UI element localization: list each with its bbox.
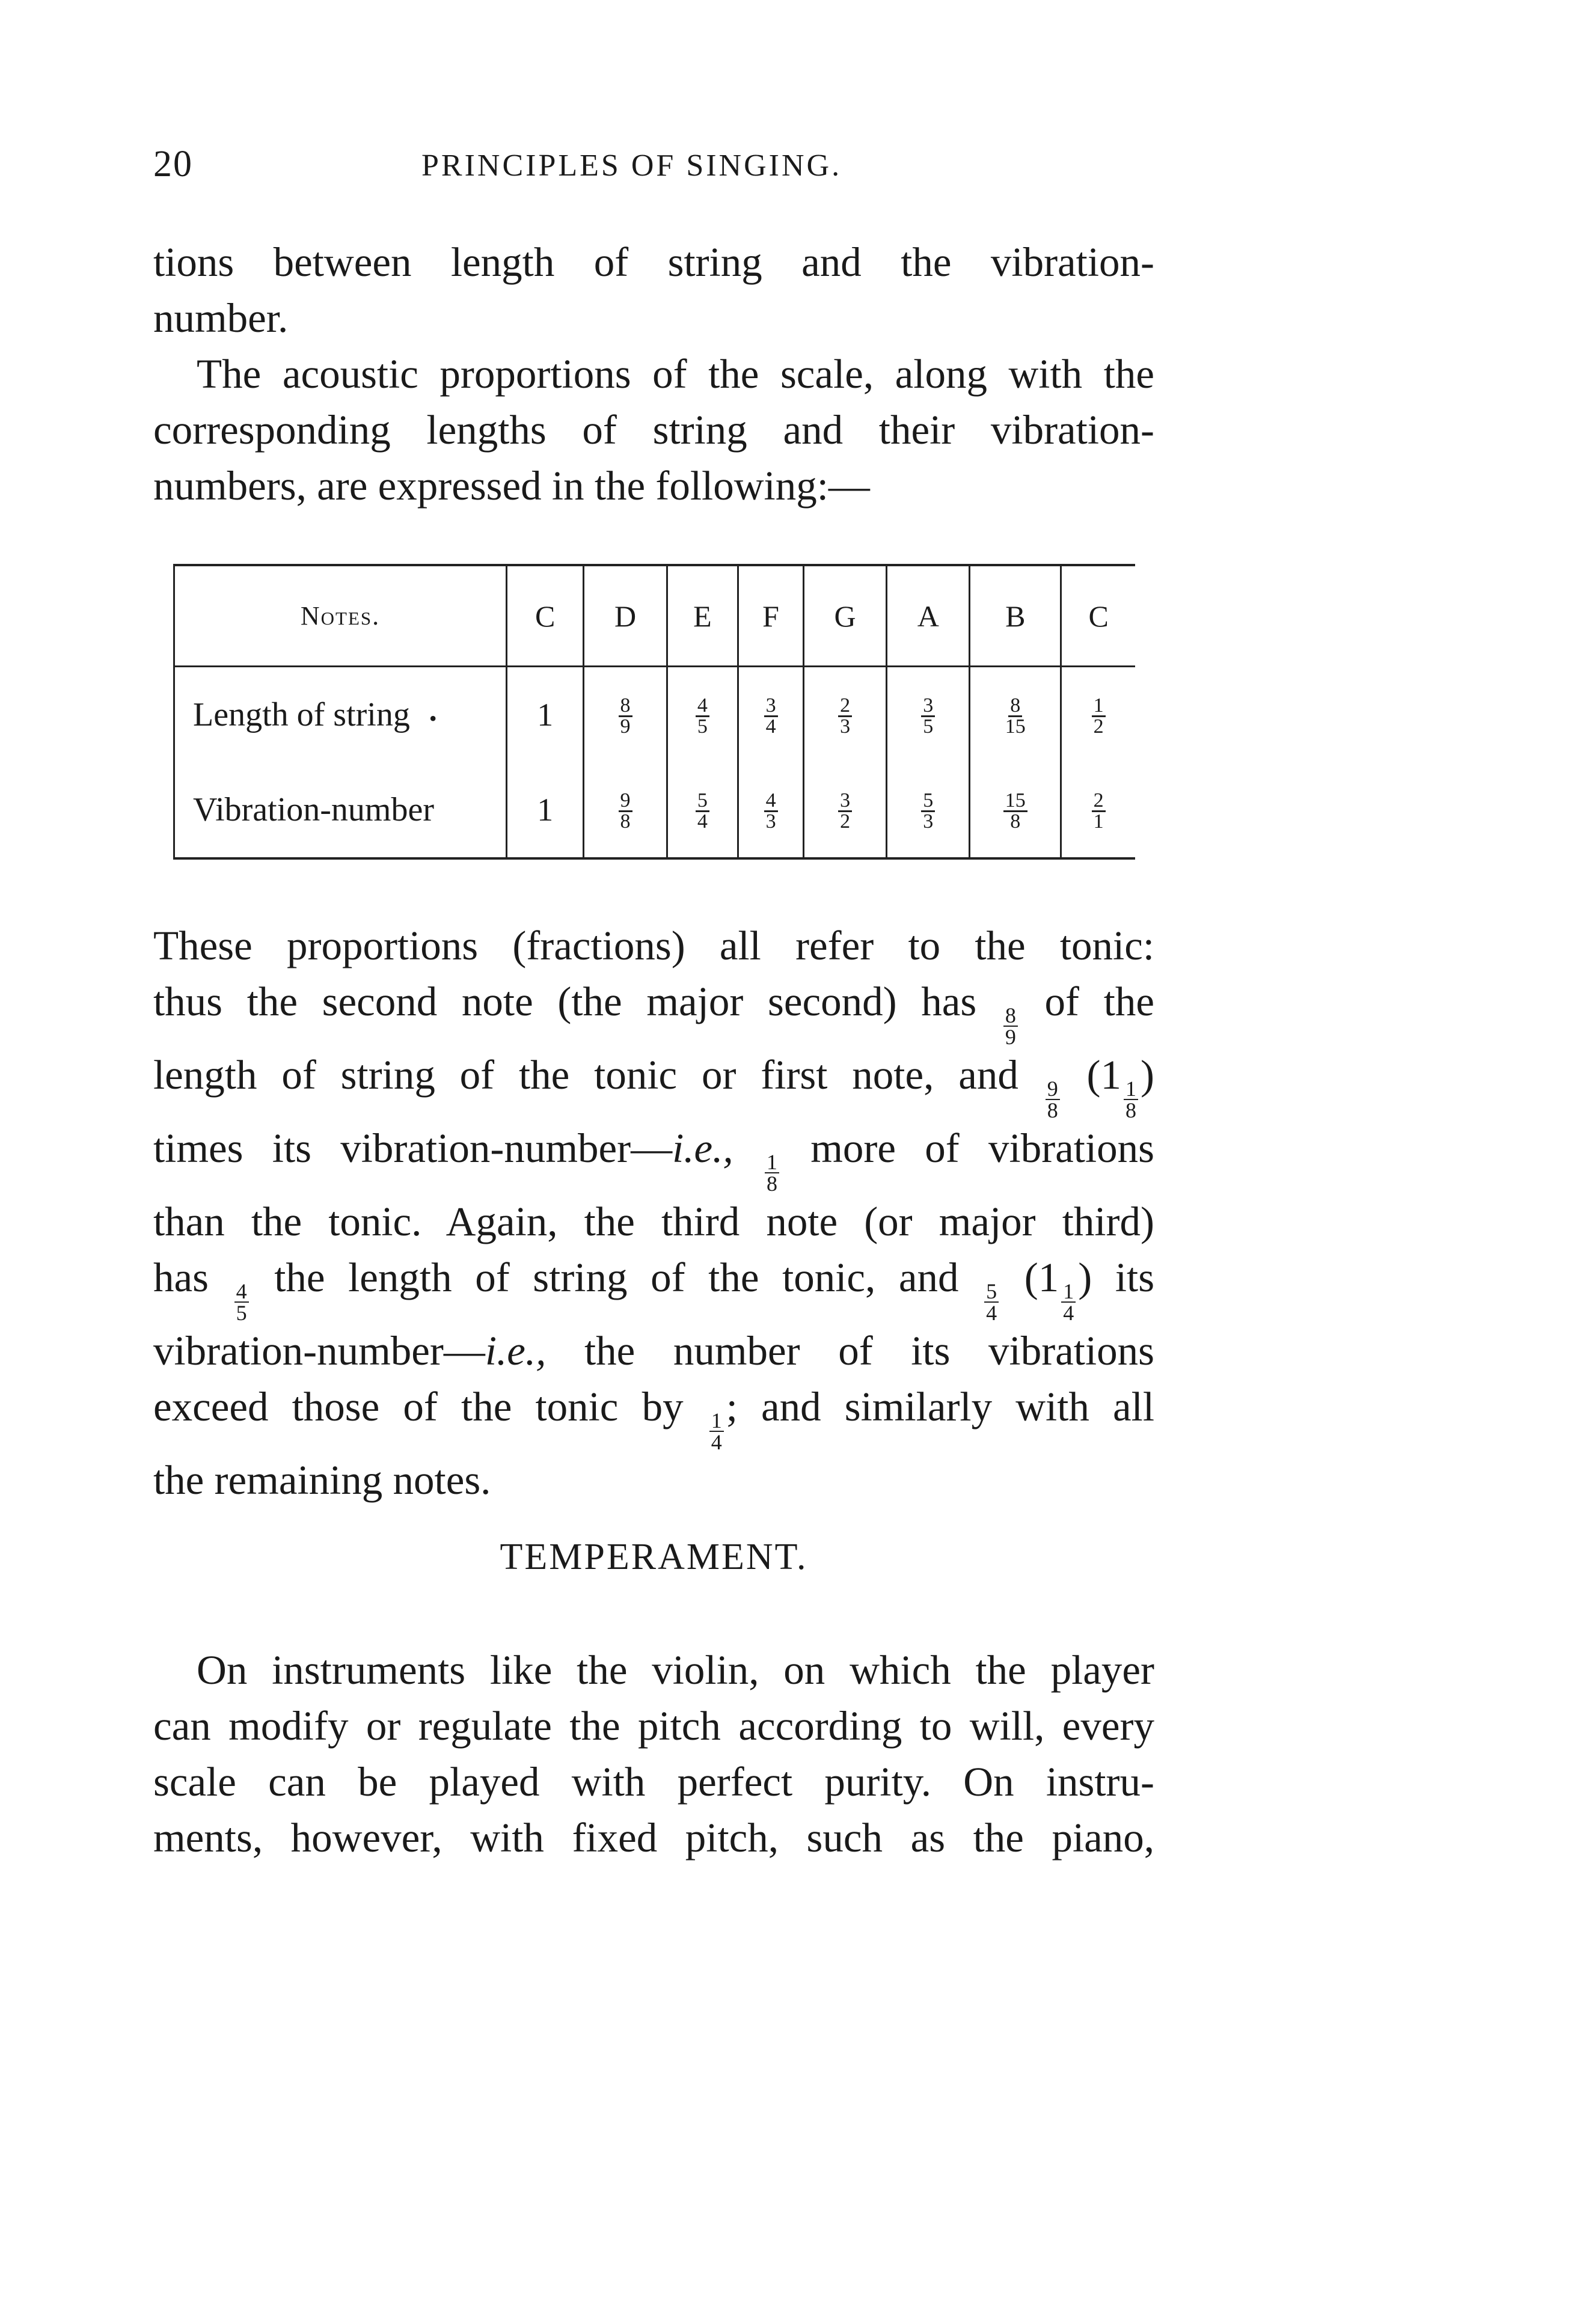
text-fragment: (1	[1086, 1052, 1122, 1098]
fraction-denominator: 5	[236, 1301, 247, 1325]
fraction-numerator: 8	[1003, 1005, 1018, 1027]
note-header: A	[887, 566, 970, 667]
italic-abbrev: i.e.,	[485, 1328, 547, 1374]
fraction	[234, 1281, 249, 1323]
fraction-denominator: 8	[620, 810, 631, 833]
text-fragment: )	[1141, 1052, 1155, 1098]
text-line	[153, 1121, 1154, 1194]
fraction	[1046, 1078, 1060, 1121]
fraction	[1092, 696, 1106, 736]
row-label	[174, 763, 507, 857]
table-header-row	[174, 566, 1136, 667]
fraction	[764, 791, 778, 831]
fraction-denominator: 3	[923, 810, 934, 833]
fraction-numerator: 5	[984, 1281, 999, 1303]
text-fragment: the length of string of the tonic, and	[274, 1255, 959, 1300]
fraction-denominator: 5	[697, 715, 708, 738]
table-cell	[738, 763, 804, 857]
text-fragment: thus the second note (the major second) has	[153, 979, 977, 1024]
fraction-denominator: 8	[1125, 1098, 1137, 1122]
note-header: D	[584, 566, 667, 667]
note-header: G	[804, 566, 887, 667]
fraction-denominator: 3	[765, 810, 776, 833]
text-fragment: of the	[1044, 979, 1154, 1024]
fraction-denominator: 4	[711, 1430, 722, 1454]
text-line	[153, 1323, 1154, 1379]
text-line: tions between length of string and the vibration-	[153, 239, 1154, 285]
text-line: ments, however, with fixed pitch, such as the piano,	[153, 1815, 1154, 1861]
fraction	[1003, 791, 1027, 831]
text-line: the remaining notes.	[153, 1457, 491, 1503]
fraction-denominator: 2	[840, 810, 851, 833]
fraction-denominator: 4	[986, 1301, 997, 1325]
fraction	[619, 696, 632, 736]
page-number: 20	[153, 144, 193, 185]
fraction-numerator: 3	[921, 696, 935, 717]
fraction-denominator: 4	[765, 715, 776, 738]
fraction	[709, 1410, 724, 1452]
table-cell	[804, 667, 887, 763]
note-header: B	[970, 566, 1061, 667]
fraction-denominator: 4	[697, 810, 708, 833]
fraction-numerator: 8	[1008, 696, 1022, 717]
fraction	[764, 696, 778, 736]
cell-value: 1	[537, 792, 554, 828]
fraction-denominator: 9	[1005, 1025, 1016, 1049]
table-cell	[887, 763, 970, 857]
row-label-text: Vibration-number	[193, 791, 434, 829]
fraction	[984, 1281, 999, 1323]
table-cell	[970, 763, 1061, 857]
fraction	[838, 791, 852, 831]
fraction	[619, 791, 632, 831]
fraction-denominator: 2	[1093, 715, 1104, 738]
table-row-length	[174, 667, 1136, 763]
paragraph-continuation	[153, 234, 1154, 346]
fraction-numerator: 8	[619, 696, 632, 717]
fraction-numerator: 9	[619, 791, 632, 812]
fraction-numerator: 4	[764, 791, 778, 812]
text-line: can modify or regulate the pitch according to will, every	[153, 1703, 1154, 1749]
fraction-denominator: 3	[840, 715, 851, 738]
table-cell	[584, 667, 667, 763]
table-row-vibration	[174, 763, 1136, 857]
text-line: The acoustic proportions of the scale, along with the	[197, 351, 1154, 397]
text-fragment: (1	[1024, 1255, 1059, 1300]
notes-header-label: Notes.	[174, 566, 507, 667]
table-cell	[804, 763, 887, 857]
text-line: These proportions (fractions) all refer to the tonic:	[153, 923, 1154, 968]
table-cell	[667, 667, 738, 763]
text-fragment: ; and similarly with all	[726, 1384, 1155, 1430]
fraction	[921, 696, 935, 736]
text-fragment: has	[153, 1255, 209, 1300]
fraction-denominator: 1	[1093, 810, 1104, 833]
fraction-denominator: 8	[1047, 1098, 1058, 1122]
text-fragment: times its vibration-number—	[153, 1125, 673, 1171]
fraction-numerator: 1	[1092, 696, 1106, 717]
fraction-numerator: 5	[696, 791, 709, 812]
fraction	[1124, 1078, 1138, 1121]
notes-table-container	[173, 564, 1135, 860]
table-cell	[1061, 763, 1135, 857]
running-title: PRINCIPLES OF SINGING.	[421, 148, 842, 183]
table-cell	[667, 763, 738, 857]
fraction-numerator: 3	[838, 791, 852, 812]
row-label-bullet: •	[429, 706, 437, 731]
fraction	[1003, 696, 1027, 736]
fraction-numerator: 5	[921, 791, 935, 812]
row-label	[174, 667, 507, 763]
cell-value: 1	[537, 697, 554, 733]
table-cell	[887, 667, 970, 763]
text-line	[153, 1379, 1154, 1452]
note-header: E	[667, 566, 738, 667]
fraction	[696, 696, 709, 736]
page-header	[153, 143, 1151, 191]
fraction-numerator: 1	[1061, 1281, 1076, 1303]
text-fragment: more of vibrations	[810, 1125, 1154, 1171]
text-line: corresponding lengths of string and their vibration-	[153, 407, 1154, 453]
fraction-denominator: 8	[1010, 810, 1021, 833]
text-fragment: vibration-number—	[153, 1328, 485, 1374]
note-header: C	[1061, 566, 1135, 667]
text-line: number.	[153, 295, 289, 341]
fraction-denominator: 5	[923, 715, 934, 738]
fraction-numerator: 3	[764, 696, 778, 717]
fraction-numerator: 2	[838, 696, 852, 717]
fraction-numerator: 15	[1003, 791, 1027, 812]
text-line: scale can be played with perfect purity. On instru-	[153, 1759, 1154, 1805]
text-line	[153, 1250, 1154, 1323]
text-line	[153, 974, 1154, 1047]
text-fragment: ) its	[1078, 1255, 1155, 1300]
note-header: C	[507, 566, 584, 667]
fraction-numerator: 1	[709, 1410, 724, 1432]
fraction-numerator: 1	[765, 1152, 779, 1173]
fraction	[1061, 1281, 1076, 1323]
paragraph-proportions-explained	[153, 918, 1154, 1508]
fraction-denominator: 15	[1005, 715, 1026, 738]
text-line: than the tonic. Again, the third note (or major third)	[153, 1199, 1154, 1244]
fraction-denominator: 8	[766, 1172, 777, 1196]
text-line	[153, 1047, 1154, 1121]
note-header: F	[738, 566, 804, 667]
paragraph-acoustic-proportions	[153, 346, 1154, 514]
mixed-number	[1024, 1255, 1155, 1325]
fraction-numerator: 1	[1124, 1078, 1138, 1100]
italic-abbrev: i.e.,	[672, 1125, 733, 1171]
fraction	[921, 791, 935, 831]
text-line: On instruments like the violin, on which the player	[197, 1647, 1154, 1693]
notes-table	[173, 566, 1135, 857]
fraction	[1092, 791, 1106, 831]
table-cell	[507, 763, 584, 857]
fraction-numerator: 9	[1046, 1078, 1060, 1100]
table-cell	[738, 667, 804, 763]
fraction	[696, 791, 709, 831]
table-cell	[507, 667, 584, 763]
fraction-denominator: 4	[1063, 1301, 1074, 1325]
fraction-numerator: 4	[234, 1281, 249, 1303]
mixed-number	[1086, 1052, 1155, 1122]
fraction	[838, 696, 852, 736]
text-fragment: the number of its vibrations	[584, 1328, 1154, 1374]
table-cell	[970, 667, 1061, 763]
fraction	[1003, 1005, 1018, 1047]
text-line: numbers, are expressed in the following:—	[153, 463, 870, 509]
row-label-text: Length of string	[193, 696, 410, 734]
table-cell	[1061, 667, 1135, 763]
fraction-denominator: 9	[620, 715, 631, 738]
fraction-numerator: 4	[696, 696, 709, 717]
table-cell	[584, 763, 667, 857]
section-heading: TEMPERAMENT.	[500, 1537, 808, 1577]
fraction-numerator: 2	[1092, 791, 1106, 812]
fraction	[765, 1152, 779, 1194]
text-fragment: exceed those of the tonic by	[153, 1384, 684, 1430]
paragraph-temperament	[153, 1642, 1154, 1866]
text-fragment: length of string of the tonic or first note, and	[153, 1052, 1018, 1098]
